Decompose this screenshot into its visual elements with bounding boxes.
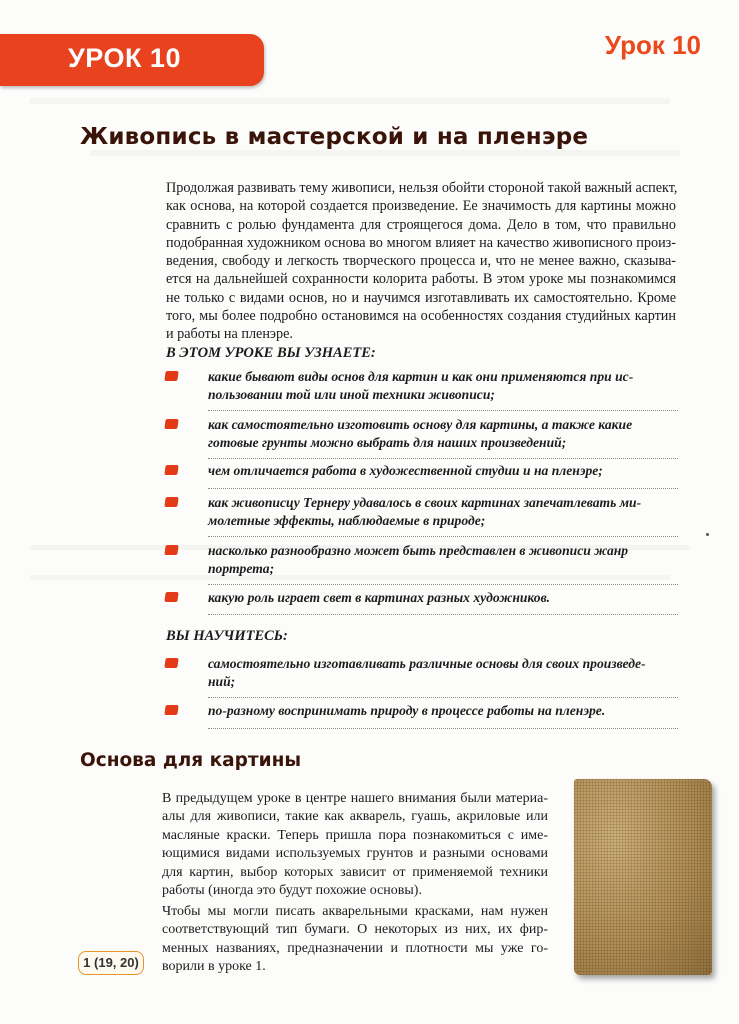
- dotted-divider: [208, 584, 678, 585]
- lesson-corner-label: Урок 10: [604, 30, 701, 60]
- skills-item-line: самостоятельно изготавливать различные основы для своих произведе-: [208, 656, 646, 671]
- intro-paragraph: [166, 179, 676, 344]
- canvas-burlap-image: [574, 779, 712, 975]
- skills-heading: ВЫ НАУЧИТЕСЬ:: [166, 628, 288, 644]
- learn-heading: В ЭТОМ УРОКЕ ВЫ УЗНАЕТЕ:: [166, 345, 376, 361]
- bullet-marker-icon: [164, 545, 178, 555]
- dotted-divider: [208, 458, 678, 459]
- dotted-divider: [208, 728, 678, 729]
- learn-item-line: чем отличается работа в художественной студии и на пленэре;: [208, 463, 603, 478]
- bullet-marker-icon: [164, 592, 178, 602]
- body-line: алы для живописи, такие как акварель, гуашь, акриловые или: [162, 809, 548, 825]
- dotted-divider: [208, 488, 678, 489]
- skills-item-line: ний;: [208, 674, 236, 689]
- page-reference-badge: 1 (19, 20): [78, 951, 144, 975]
- learn-item-line: пользовании той или иной техники живописи;: [208, 387, 495, 402]
- body-line: менных названиях, предназначении и плотности мы уже го-: [162, 940, 548, 956]
- learn-item-line: какие бывают виды основ для картин и как они применяются при ис-: [208, 369, 634, 384]
- lesson-tab-label: УРОК 10: [68, 43, 181, 73]
- body-line: для картин, выбор которых зависит от применяемой техники: [162, 864, 548, 880]
- dotted-divider: [208, 536, 678, 537]
- learn-item-line: как живописцу Тернеру удавалось в своих картинах запечатлевать ми-: [208, 495, 642, 510]
- dotted-divider: [208, 614, 678, 615]
- intro-line: ведения, свободу и легкость творческого процесса и, что не менее важно, сказыва-: [166, 253, 676, 270]
- bleed-through-text: [90, 150, 680, 156]
- learn-item-line: готовые грунты можно выбрать для наших произведений;: [208, 435, 567, 450]
- intro-line: того, мы более подробно остановимся на особенностях создания студийных картин: [166, 308, 676, 325]
- lesson-tab: [0, 34, 264, 86]
- page-title: Живопись в мастерской и на пленэре: [80, 124, 589, 150]
- intro-line: сравнить с ролью фундамента для строящегося дома. Дело в том, что правильно: [166, 216, 676, 233]
- bullet-marker-icon: [164, 465, 178, 475]
- bullet-marker-icon: [164, 658, 178, 668]
- learn-item-line: как самостоятельно изготовить основу для картины, а также какие: [208, 417, 633, 432]
- section-title: Основа для картины: [80, 750, 302, 771]
- learn-item-line: портрета;: [208, 561, 275, 576]
- intro-line: подобранная художником основа во многом влияет на качество живописного произ-: [166, 234, 676, 251]
- learn-item-line: какую роль играет свет в картинах разных художников.: [208, 590, 551, 605]
- bullet-marker-icon: [164, 371, 178, 381]
- bullet-marker-icon: [164, 419, 178, 429]
- body-line: ворили в уроке 1.: [162, 959, 266, 975]
- body-paragraph: [162, 790, 548, 900]
- bullet-marker-icon: [164, 705, 178, 715]
- learn-item-line: насколько разнообразно может быть представлен в живописи жанр: [208, 543, 629, 558]
- learn-item-line: молетные эффекты, наблюдаемые в природе;: [208, 513, 486, 528]
- body-line: В предыдущем уроке в центре нашего внимания были материа-: [162, 791, 548, 806]
- intro-line: не только с видами основ, но и научимся изготавливать их самостоятельно. Кроме: [166, 289, 676, 306]
- body-line: масляные краски. Теперь пришла пора познакомиться с име-: [162, 827, 548, 843]
- intro-line: ется на дальнейшей сохранности колорита работы. В этом уроке мы познакомимся: [166, 271, 676, 288]
- body-line: ющимися видами используемых грунтов и разными основами: [162, 846, 548, 862]
- skills-item-line: по-разному воспринимать природу в процессе работы на пленэре.: [208, 703, 606, 718]
- bullet-marker-icon: [164, 497, 178, 507]
- intro-line: Продолжая развивать тему живописи, нельзя обойти стороной такой важный аспект,: [166, 180, 678, 196]
- dotted-divider: [208, 697, 678, 698]
- body-line: Чтобы мы могли писать акварельными красками, нам нужен: [162, 904, 548, 919]
- bleed-through-text: [30, 98, 670, 104]
- intro-line: как основа, на которой создается произведение. Ее значимость для картины можно: [166, 198, 676, 215]
- scan-speck: [706, 533, 709, 536]
- dotted-divider: [208, 410, 678, 411]
- body-line: работы (иногда это будут похожие основы).: [162, 883, 422, 899]
- body-paragraph: [162, 903, 548, 977]
- body-line: соответствующий тип бумаги. О некоторых из них, их фир-: [162, 922, 548, 938]
- intro-line: и работы на пленэре.: [166, 326, 293, 343]
